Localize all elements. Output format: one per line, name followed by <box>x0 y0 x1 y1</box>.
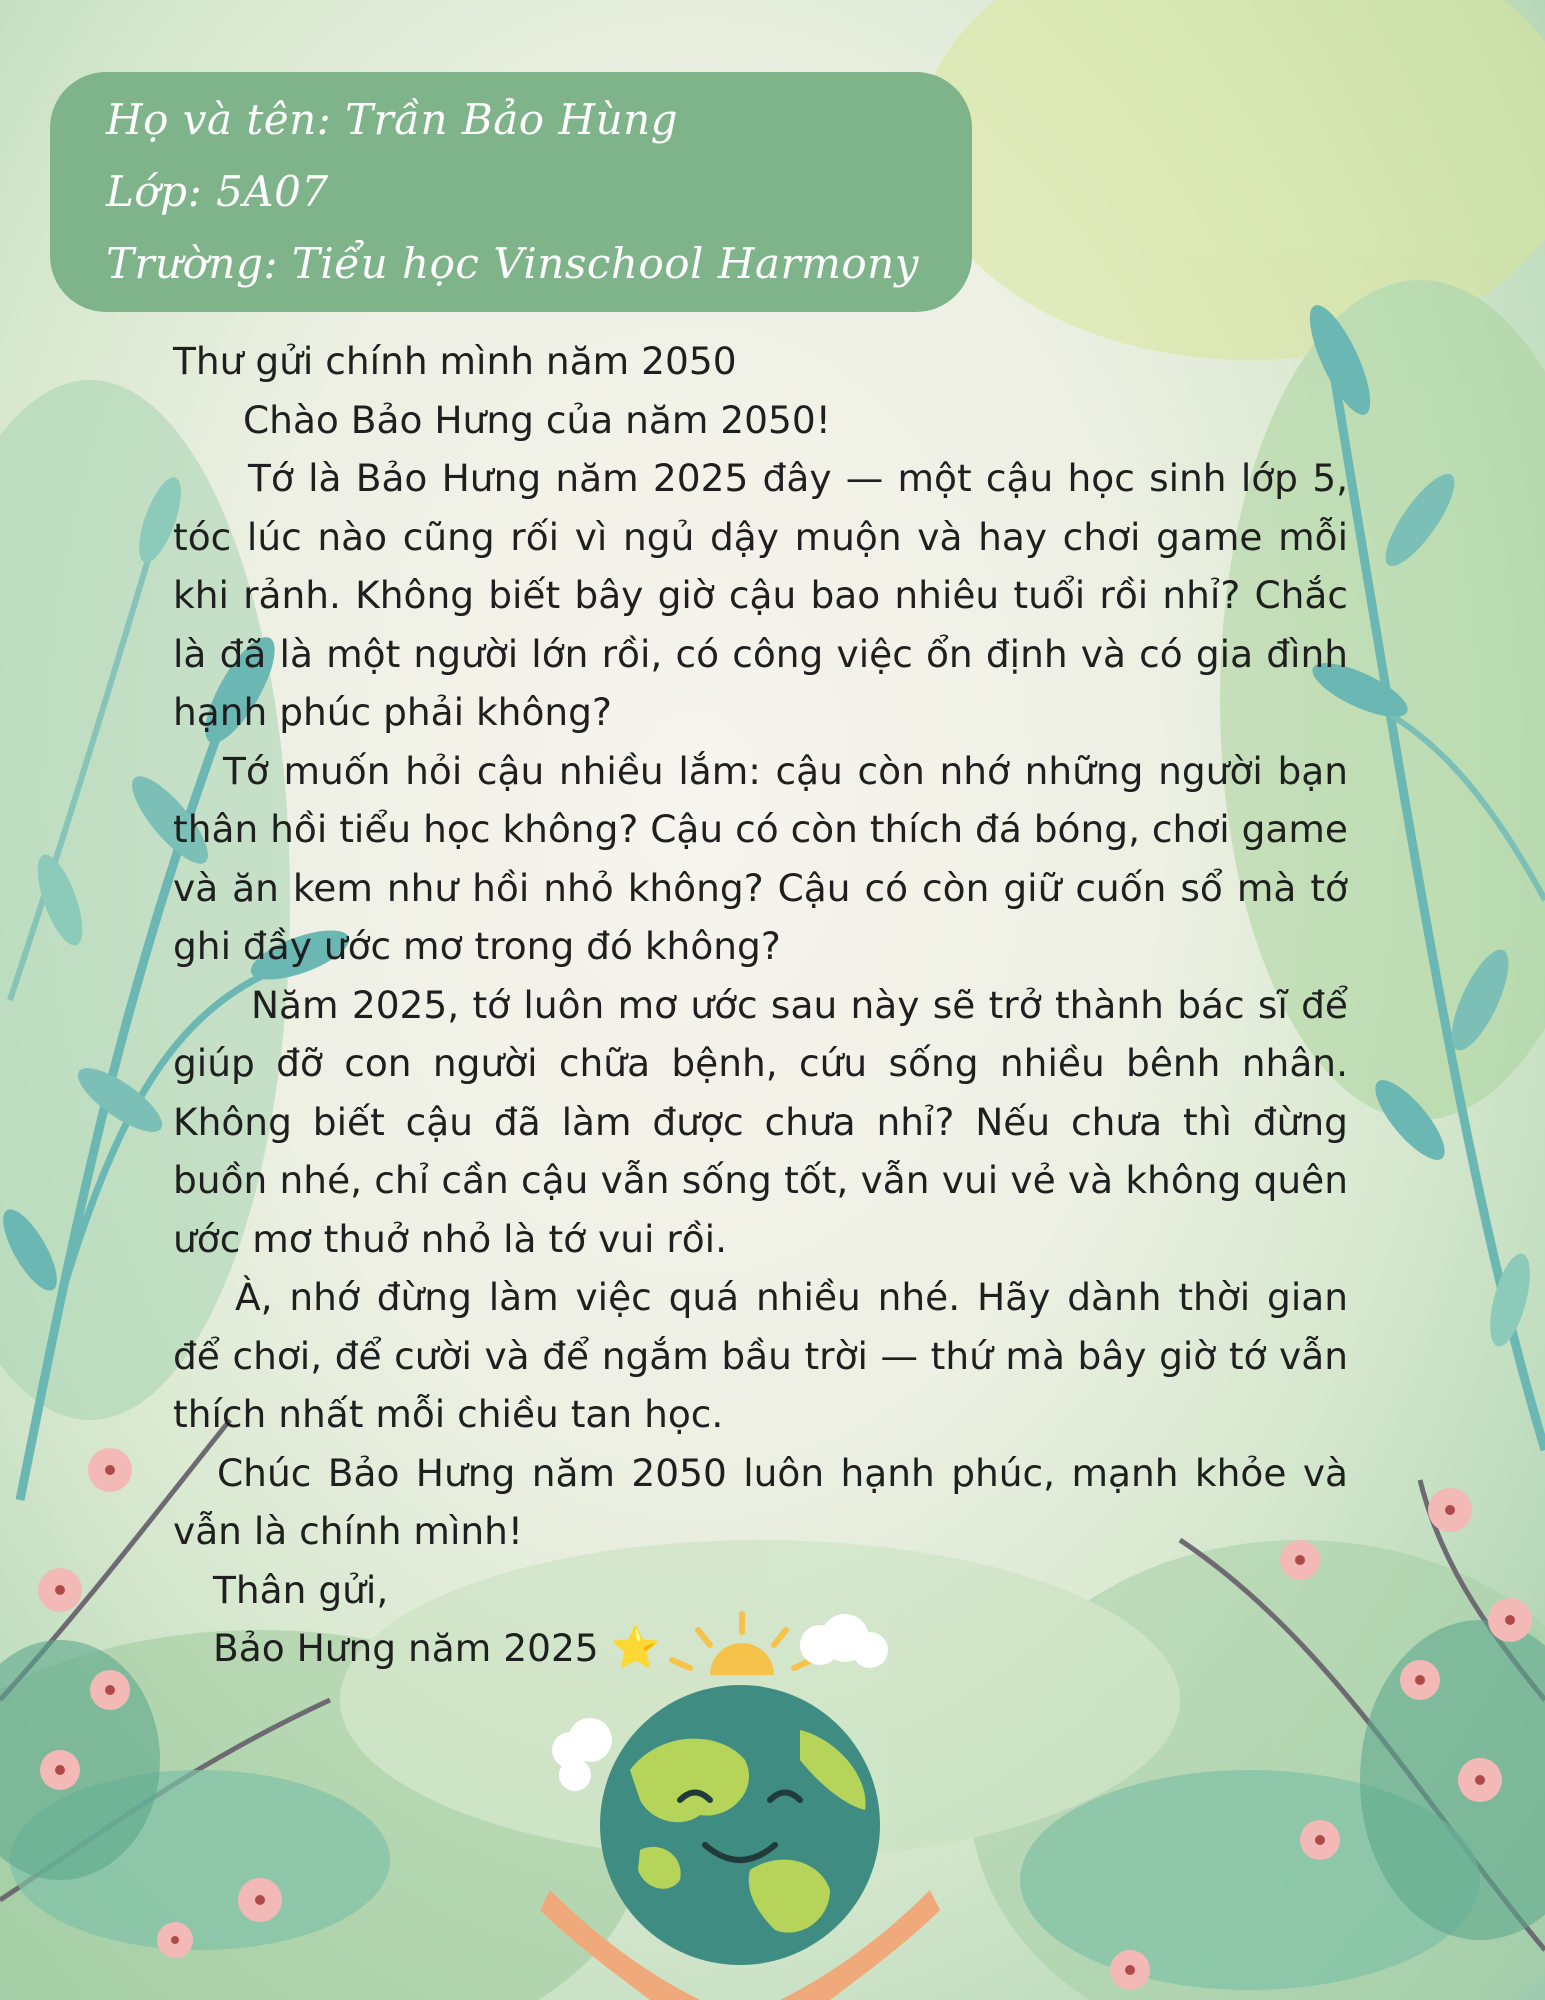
star-icon: ⭐ <box>610 1625 661 1671</box>
letter-paragraph-2: Tớ muốn hỏi cậu nhiều lắm: cậu còn nhớ những người bạn thân hồi tiểu học không? Cậu có còn thích đá bóng, chơi game và ăn kem như hồi nhỏ không? Cậu có còn giữ cuốn sổ mà tớ ghi đầy ước mơ trong đó không? <box>173 748 1348 968</box>
student-info-card <box>50 72 972 312</box>
letter-paragraph-4: À, nhớ đừng làm việc quá nhiều nhé. Hãy dành thời gian để chơi, để cười và để ngắm bầu trời — thứ mà bây giờ tớ vẫn thích nhất mỗi chiều tan học. <box>173 1275 1348 1436</box>
earth-icon <box>600 1685 880 1965</box>
earth-globe-illustration <box>530 1590 950 2000</box>
letter-closing: Thân gửi, <box>213 1567 389 1612</box>
student-school: Trường: Tiểu học Vinschool Harmony <box>106 239 919 288</box>
letter-paragraph-3: Năm 2025, tớ luôn mơ ước sau này sẽ trở thành bác sĩ để giúp đỡ con người chữa bệnh, cứu sống nhiều bênh nhân. Không biết cậu đã làm được chưa nhỉ? Nếu chưa thì đừng buồn nhé, chỉ cần cậu vẫn sống tốt, vẫn vui vẻ và không quên ước mơ thuở nhỏ là tớ vui rồi. <box>173 982 1348 1261</box>
letter-paragraph-1: Tớ là Bảo Hưng năm 2025 đây — một cậu học sinh lớp 5, tóc lúc nào cũng rối vì ngủ dậy muộn và hay chơi game mỗi khi rảnh. Không biết bây giờ cậu bao nhiêu tuổi rồi nhỉ? Chắc là đã là một người lớn rồi, có công việc ổn định và có gia đình hạnh phúc phải không? <box>173 456 1348 734</box>
student-name: Họ và tên: Trần Bảo Hùng <box>106 95 679 144</box>
letter-greeting: Chào Bảo Hưng của năm 2050! <box>243 397 831 442</box>
sun-icon <box>672 1614 812 1675</box>
student-class: Lớp: 5A07 <box>106 167 329 216</box>
letter-body <box>173 332 1348 1678</box>
letter-title: Thư gửi chính mình năm 2050 <box>173 339 737 383</box>
letter-signature: Bảo Hưng năm 2025 <box>213 1626 599 1670</box>
letter-paragraph-5: Chúc Bảo Hưng năm 2050 luôn hạnh phúc, mạnh khỏe và vẫn là chính mình! <box>173 1450 1348 1553</box>
